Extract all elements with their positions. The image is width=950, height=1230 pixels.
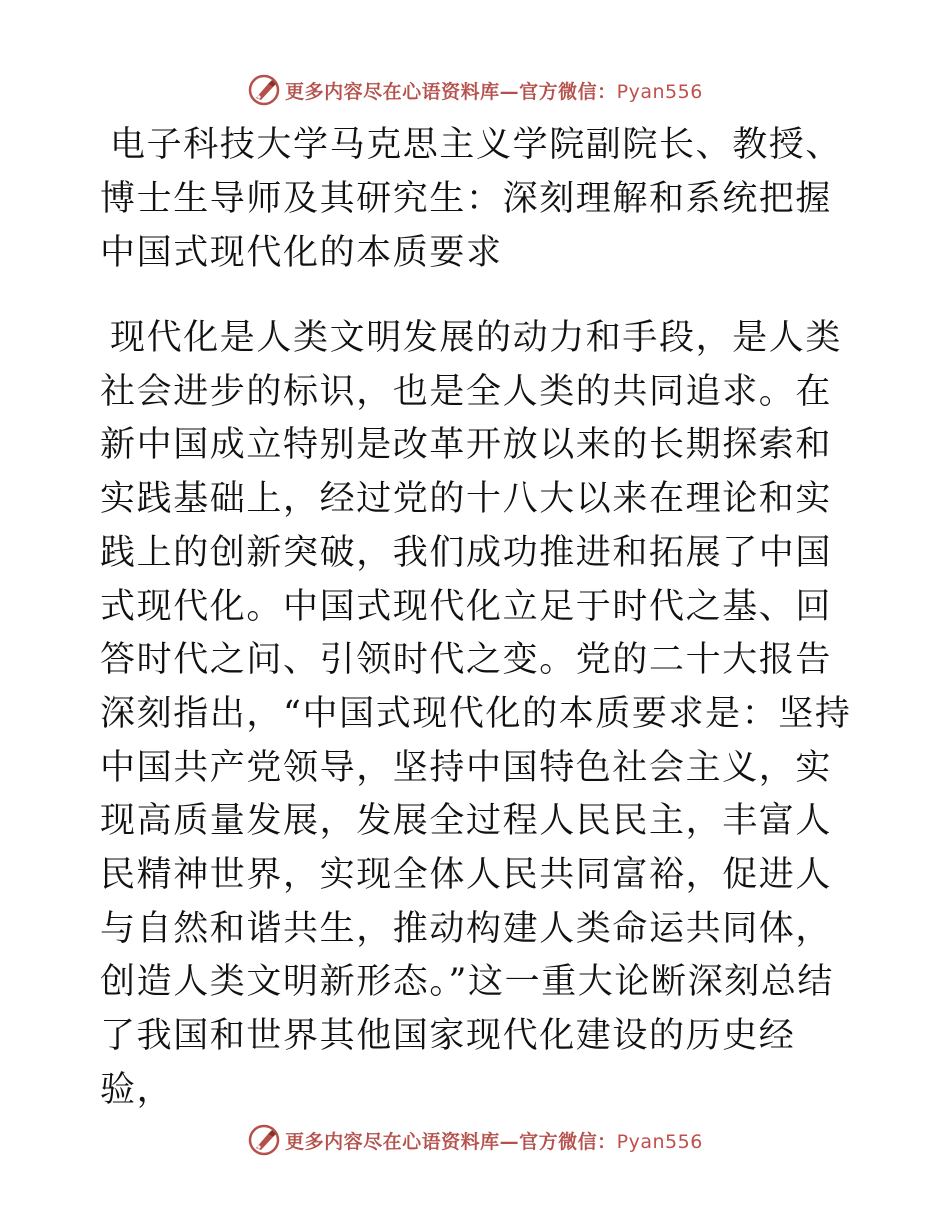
footer-banner-wechat-id: Pyan556 bbox=[616, 1130, 703, 1153]
pen-logo-icon bbox=[247, 1123, 281, 1157]
header-banner-text bbox=[285, 77, 703, 104]
footer-banner bbox=[0, 1120, 950, 1160]
footer-banner-text bbox=[285, 1127, 703, 1154]
header-banner bbox=[0, 70, 950, 110]
footer-banner-label: 更多内容尽在心语资料库—官方微信： bbox=[285, 1130, 617, 1153]
document-body-paragraph: 现代化是人类文明发展的动力和手段，是人类社会进步的标识，也是全人类的共同追求。在新中国成立特别是改革开放以来的长期探索和实践基础上，经过党的十八大以来在理论和实践上的创新突破，我们成功推进和拓展了中国式现代化。中国式现代化立足于时代之基、回答时代之问、引领时代之变。党的二十大报告深刻指出，“中国式现代化的本质要求是：坚持中国共产党领导，坚持中国特色社会主义，实现高质量发展，发展全过程人民民主，丰富人民精神世界，实现全体人民共同富裕，促进人与自然和谐共生，推动构建人类命运共同体，创造人类文明新形态。”这一重大论断深刻总结了我国和世界其他国家现代化建设的历史经验， bbox=[100, 318, 852, 1110]
header-banner-wechat-id: Pyan556 bbox=[616, 80, 703, 103]
header-banner-label: 更多内容尽在心语资料库—官方微信： bbox=[285, 80, 617, 103]
pen-logo-icon bbox=[247, 73, 281, 107]
document-title: 电子科技大学马克思主义学院副院长、教授、博士生导师及其研究生：深刻理解和系统把握中国式现代化的本质要求 bbox=[100, 125, 843, 273]
